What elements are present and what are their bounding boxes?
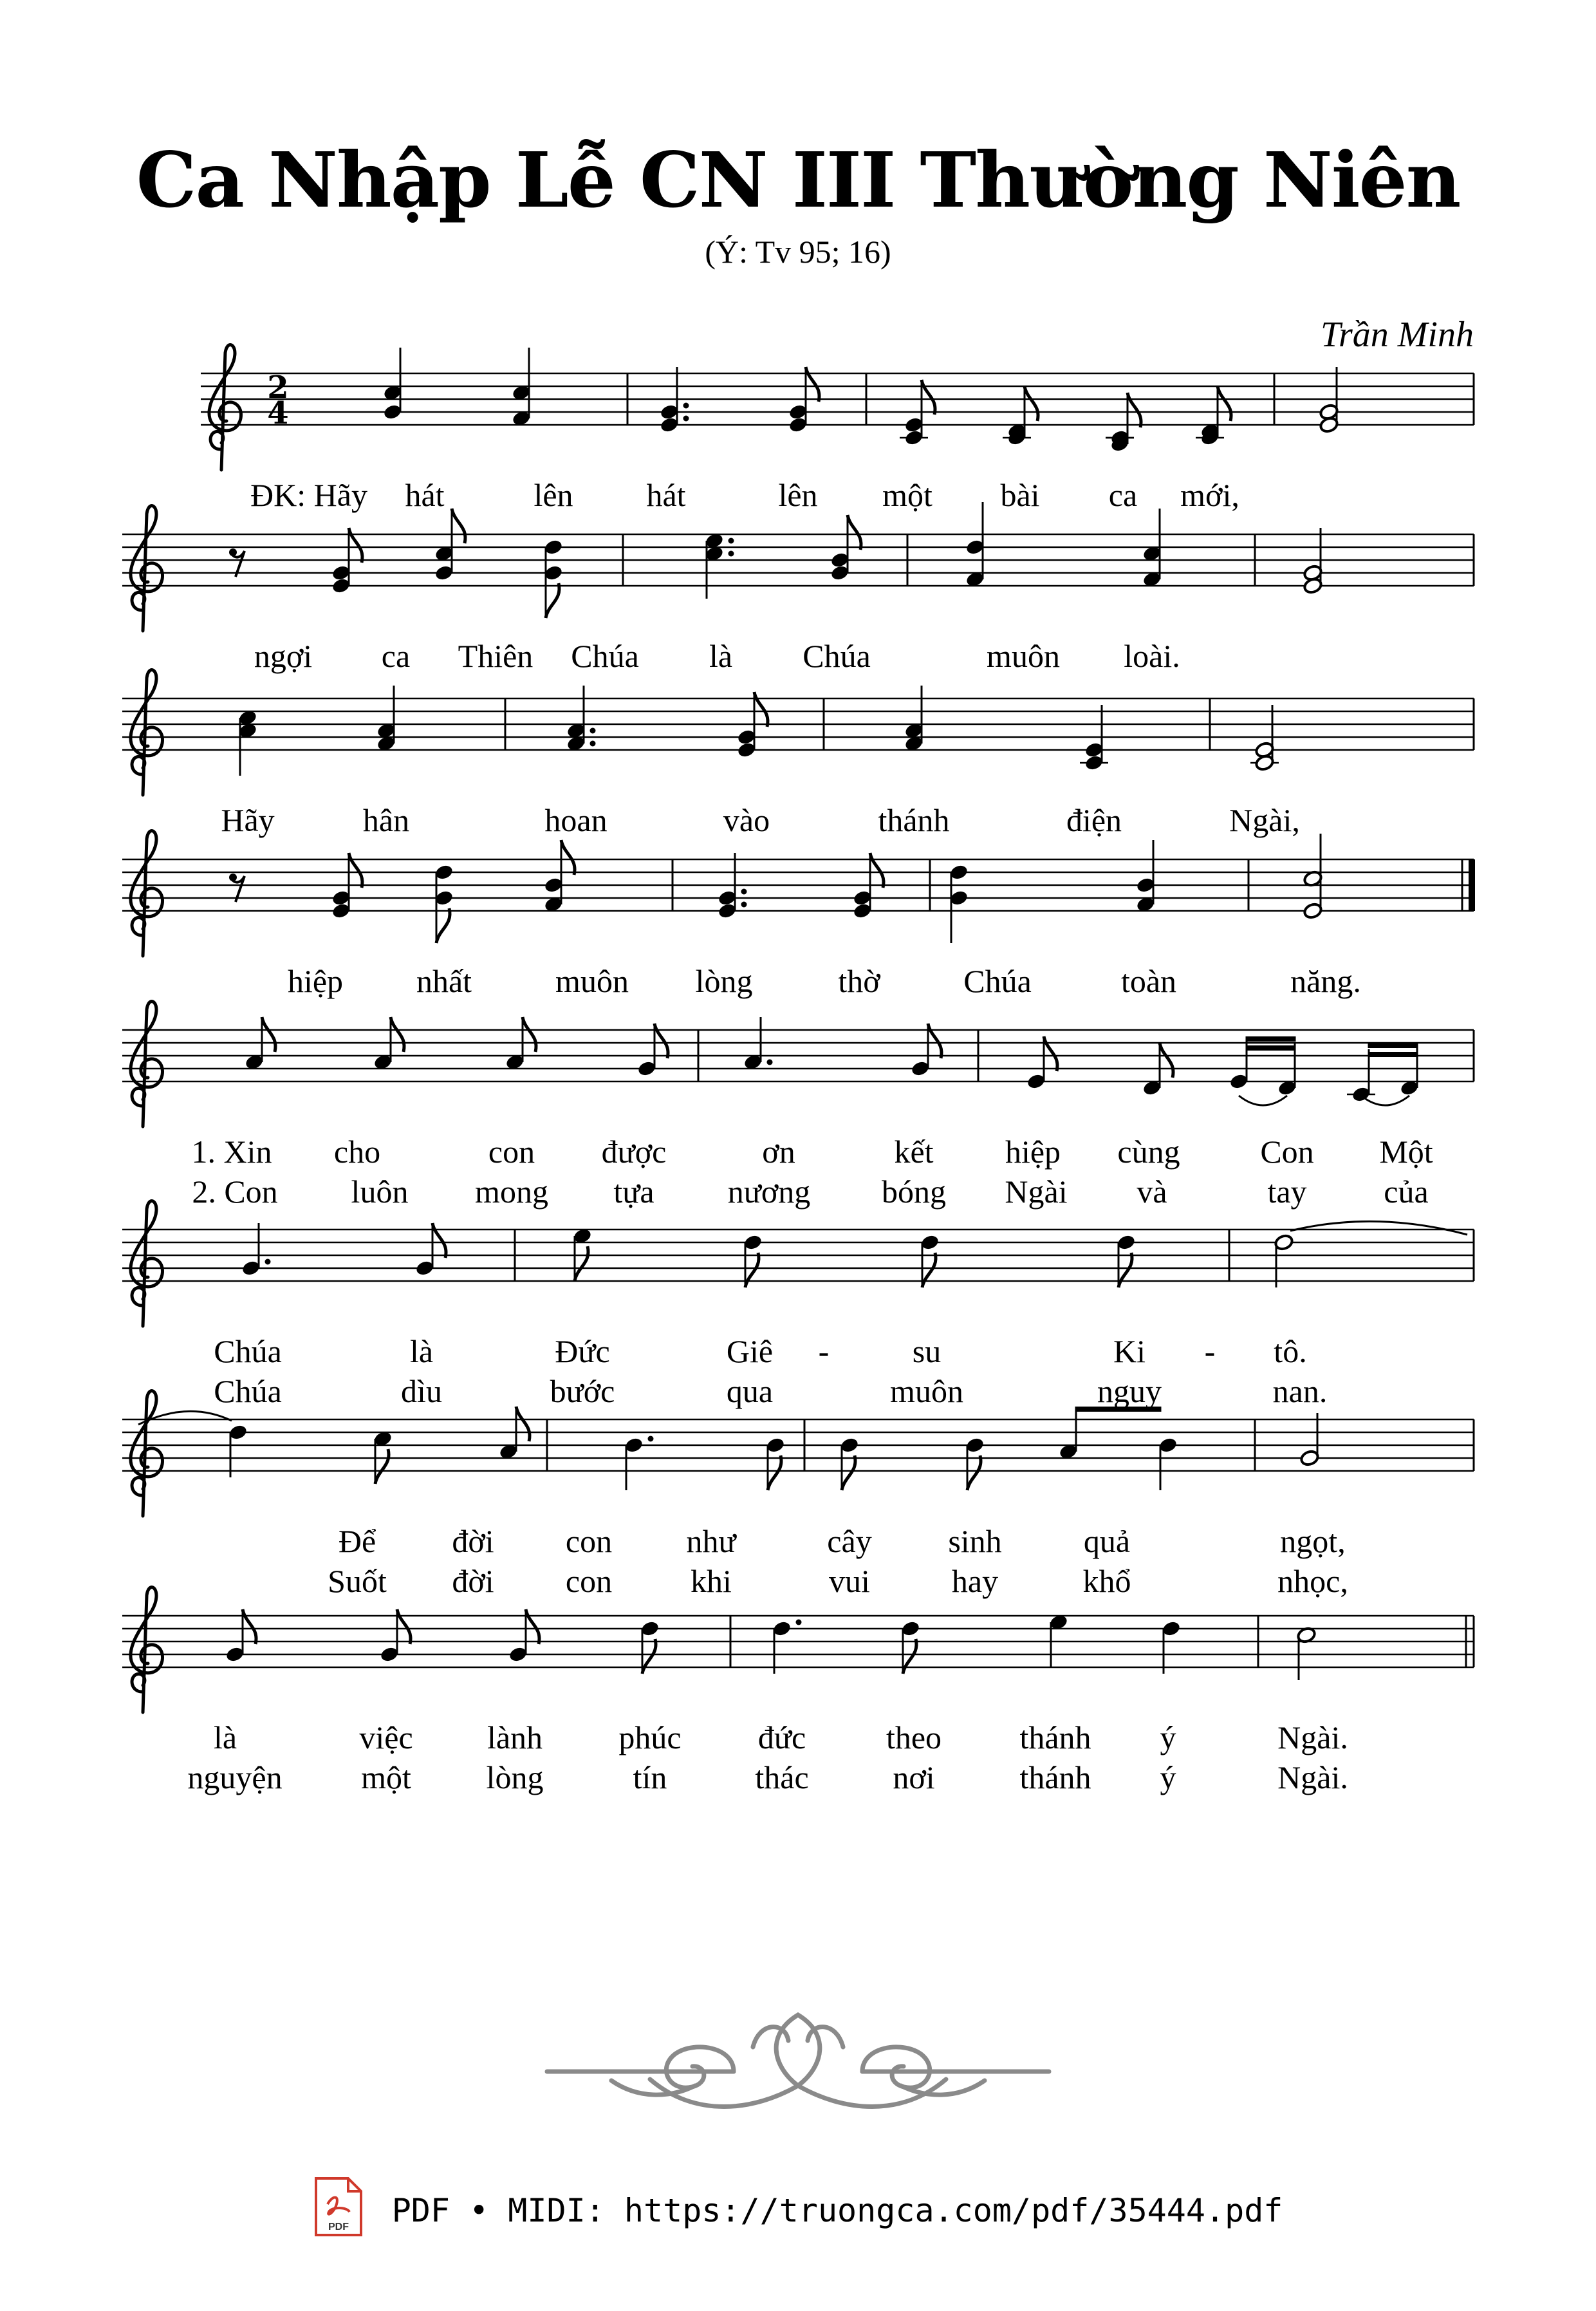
lyric-word: 1. Xin — [191, 1134, 272, 1170]
time-signature-top: 2 — [267, 370, 289, 406]
lyric-word: Suốt — [328, 1563, 387, 1599]
note — [373, 1430, 393, 1484]
note — [1135, 840, 1155, 913]
note — [244, 1017, 275, 1071]
note — [543, 538, 563, 618]
lyric-word: Ngài — [1005, 1174, 1068, 1210]
flag — [262, 1017, 275, 1052]
tie — [1290, 1221, 1467, 1235]
lyric-word: Chúa — [214, 1333, 282, 1369]
svg-text:PDF: PDF — [328, 2222, 349, 2232]
note — [511, 348, 531, 427]
note — [376, 686, 396, 753]
note — [1058, 1407, 1078, 1461]
note — [743, 1017, 772, 1071]
note — [772, 1620, 801, 1674]
note — [965, 502, 985, 588]
lyric-word: thờ — [838, 963, 880, 999]
lyric-word: ca — [1108, 477, 1138, 513]
flag — [575, 1246, 588, 1281]
note — [717, 853, 747, 920]
note — [434, 863, 454, 943]
lyric-word: nương — [727, 1174, 811, 1210]
flag — [1118, 1253, 1132, 1287]
lyric-word: Chúa — [571, 638, 639, 674]
flag — [546, 583, 559, 618]
note — [788, 367, 819, 434]
treble-clef-icon — [131, 1002, 163, 1127]
staff-system — [122, 686, 1474, 776]
lyric-word: ơn — [762, 1134, 795, 1170]
beam — [1368, 1052, 1418, 1057]
lyric-word: cây — [827, 1523, 872, 1559]
flag — [432, 1223, 446, 1258]
lyric-word: - — [1204, 1333, 1216, 1369]
lyric-word: - — [818, 1333, 830, 1369]
lyric-word: lòng — [486, 1759, 544, 1795]
flag — [806, 367, 819, 402]
note — [920, 1233, 940, 1287]
lyric-word: loài. — [1124, 638, 1180, 674]
note — [331, 528, 362, 595]
lyric-word: nguyện — [187, 1759, 283, 1795]
lyric-word: tô. — [1274, 1333, 1307, 1369]
lyric-word: theo — [886, 1719, 942, 1755]
staff-system — [122, 1017, 1474, 1105]
flag — [928, 1024, 942, 1058]
beam — [1246, 1036, 1296, 1042]
treble-clef-icon — [131, 670, 163, 795]
lyric-word: luôn — [351, 1174, 409, 1210]
lyric-word: mong — [475, 1174, 548, 1210]
flag — [768, 1455, 781, 1490]
flag — [516, 1407, 530, 1441]
flag — [1218, 386, 1231, 421]
note — [572, 1227, 592, 1281]
staff-system — [122, 834, 1475, 943]
note — [1116, 1233, 1136, 1287]
lyric-word: hát — [646, 477, 686, 513]
note — [765, 1436, 785, 1490]
note — [624, 1436, 653, 1491]
lyric-word: dìu — [401, 1373, 442, 1409]
note — [1319, 367, 1339, 434]
flag — [523, 1017, 536, 1052]
lyric-word: hay — [951, 1563, 999, 1599]
flag — [243, 1609, 256, 1644]
lyric-word: thánh — [1019, 1719, 1091, 1755]
note — [498, 1407, 530, 1461]
flag — [870, 853, 884, 888]
note — [1277, 1043, 1297, 1097]
lyric-word: ca — [381, 638, 411, 674]
flag — [526, 1609, 539, 1644]
lyric-word: cho — [333, 1134, 381, 1170]
flag — [903, 1639, 916, 1674]
note — [1142, 509, 1162, 588]
lyric-word: Chúa — [963, 963, 1032, 999]
note — [965, 1436, 985, 1490]
note — [566, 686, 595, 753]
lyric-word: bước — [550, 1373, 615, 1409]
note — [1106, 393, 1141, 453]
flag — [1044, 1036, 1057, 1071]
lyric-word: muôn — [890, 1373, 963, 1409]
treble-clef-icon — [131, 506, 163, 631]
page-title: Ca Nhập Lễ CN III Thường Niên — [136, 135, 1460, 225]
lyric-word: con — [488, 1134, 535, 1170]
flag — [967, 1455, 981, 1490]
note — [1229, 1036, 1248, 1090]
lyric-word: thác — [755, 1759, 809, 1795]
lyric-word: nhọc, — [1277, 1563, 1348, 1599]
lyric-word: thánh — [1019, 1759, 1091, 1795]
beam — [1246, 1045, 1296, 1051]
footer — [0, 2176, 1596, 2245]
dot — [683, 403, 689, 409]
note — [1399, 1043, 1419, 1097]
staff-system — [201, 348, 1474, 453]
flag — [391, 1017, 404, 1052]
footer-link[interactable]: PDF • MIDI: https://truongca.com/pdf/35444.pdf — [391, 2192, 1283, 2229]
lyric-word: Ngài. — [1277, 1759, 1348, 1795]
note — [1347, 1049, 1375, 1103]
lyric-word: tay — [1267, 1174, 1307, 1210]
note — [434, 509, 465, 582]
lyric-word: đời — [452, 1523, 494, 1559]
lyric-word: nguy — [1097, 1373, 1162, 1409]
note — [1303, 834, 1322, 920]
note — [1048, 1613, 1068, 1667]
note — [1303, 528, 1322, 595]
lyric-word: một — [361, 1759, 411, 1795]
lyric-word: ngợi — [254, 638, 313, 674]
lyric-word: sinh — [948, 1523, 1002, 1559]
note — [736, 692, 768, 759]
lyric-word: thánh — [878, 802, 950, 838]
flag — [349, 528, 362, 563]
note — [1080, 705, 1108, 772]
lyric-word: là — [409, 1333, 434, 1369]
lyric-word: cùng — [1117, 1134, 1180, 1170]
slur — [1239, 1096, 1287, 1105]
flag — [745, 1253, 759, 1287]
time-signature-bottom: 4 — [267, 395, 289, 431]
note — [1296, 1626, 1316, 1680]
flag — [754, 692, 768, 727]
lyric-word: là — [709, 638, 733, 674]
flag — [1160, 1043, 1173, 1078]
lyric-word: như — [686, 1523, 736, 1559]
note — [659, 367, 689, 434]
dot — [767, 1060, 773, 1065]
lyric-word: một — [882, 477, 933, 513]
note — [1299, 1413, 1319, 1467]
flag — [349, 853, 362, 888]
lyric-word: lòng — [695, 963, 753, 999]
lyric-word: Thiên — [458, 638, 534, 674]
staff-system — [122, 1609, 1474, 1680]
note — [1274, 1233, 1294, 1287]
note — [1196, 386, 1231, 447]
treble-clef-icon — [131, 831, 163, 956]
lyric-word: năng. — [1290, 963, 1361, 999]
lyric-word: kết — [894, 1134, 934, 1170]
lyric-word: nan. — [1272, 1373, 1328, 1409]
flag — [654, 1024, 668, 1058]
lyric-word: nhất — [416, 963, 472, 999]
decorative-ornament — [541, 2008, 1055, 2131]
lyric-word: hiệp — [287, 963, 344, 999]
subtitle: (Ý: Tv 95; 16) — [705, 234, 891, 270]
dot — [590, 728, 596, 734]
note — [839, 1436, 859, 1490]
note — [640, 1620, 660, 1674]
lyric-word: Đức — [555, 1333, 610, 1369]
lyric-word: ĐK: Hãy — [250, 477, 367, 513]
lyric-word: nơi — [893, 1759, 935, 1795]
flag — [561, 840, 575, 875]
note — [852, 853, 884, 920]
lyric-word: muôn — [987, 638, 1060, 674]
lyric-word: muôn — [555, 963, 629, 999]
note — [900, 1620, 920, 1674]
lyric-word: khổ — [1082, 1563, 1131, 1599]
dot — [728, 551, 734, 557]
composer: Trần Minh — [1320, 315, 1474, 355]
lyric-word: được — [601, 1134, 667, 1170]
pdf-file-icon[interactable] — [313, 2176, 364, 2245]
note — [1142, 1043, 1173, 1097]
lyric-word: toàn — [1120, 963, 1177, 999]
lyric-word: lành — [487, 1719, 543, 1755]
lyric-word: phúc — [618, 1719, 682, 1755]
lyric-word: hoan — [544, 802, 608, 838]
lyric-word: việc — [359, 1719, 413, 1755]
lyric-word: Ngài, — [1229, 802, 1300, 838]
lyric-word: Để — [338, 1523, 376, 1559]
lyric-word: Ngài. — [1277, 1719, 1348, 1755]
lyric-word: tựa — [613, 1174, 654, 1210]
staff-system — [122, 502, 1474, 618]
note — [743, 1233, 763, 1287]
flag — [842, 1455, 855, 1490]
dot — [683, 416, 689, 422]
lyric-word: qua — [726, 1373, 774, 1409]
lyric-word: lên — [778, 477, 818, 513]
note — [373, 1017, 404, 1071]
flag — [397, 1609, 411, 1644]
lyric-word: Một — [1379, 1134, 1433, 1170]
note — [1161, 1620, 1181, 1674]
flag — [1025, 386, 1038, 421]
lyric-word: Chúa — [803, 638, 871, 674]
note — [543, 840, 575, 913]
lyric-word: ý — [1160, 1759, 1176, 1795]
dot — [728, 538, 734, 544]
lyric-word: là — [213, 1719, 237, 1755]
flag — [1127, 393, 1141, 427]
lyric-word: vào — [723, 802, 770, 838]
flag — [922, 1253, 936, 1287]
note — [904, 686, 923, 753]
lyric-word: hát — [405, 477, 445, 513]
dot — [648, 1436, 654, 1442]
treble-clef-icon — [209, 345, 241, 470]
dot — [265, 1259, 271, 1265]
flag — [452, 509, 465, 543]
flag — [642, 1639, 656, 1674]
lyric-word: Hãy — [221, 802, 275, 838]
lyric-word: Con — [1260, 1134, 1314, 1170]
treble-clef-icon — [131, 1201, 163, 1326]
dot — [741, 889, 747, 895]
lyric-word: mới, — [1180, 477, 1239, 513]
note — [830, 515, 861, 582]
lyric-word: lên — [534, 477, 573, 513]
note — [1250, 705, 1279, 772]
lyric-word: đức — [757, 1719, 806, 1755]
lyric-word: quả — [1083, 1523, 1131, 1559]
note — [704, 532, 734, 599]
lyric-word: ý — [1160, 1719, 1176, 1755]
treble-clef-icon — [131, 1587, 163, 1712]
flag — [375, 1449, 389, 1484]
staff-system — [122, 1221, 1474, 1287]
dot — [741, 902, 747, 908]
lyric-word: bài — [1000, 477, 1040, 513]
lyric-word: con — [565, 1563, 613, 1599]
lyric-word: tín — [633, 1759, 667, 1795]
note — [382, 348, 402, 421]
lyric-word: su — [912, 1333, 942, 1369]
lyric-word: và — [1137, 1174, 1167, 1210]
lyric-word: vui — [829, 1563, 870, 1599]
lyric-word: hân — [362, 802, 410, 838]
note — [1003, 386, 1038, 447]
lyric-word: Ki — [1113, 1333, 1146, 1369]
dot — [796, 1620, 802, 1625]
note — [505, 1017, 536, 1071]
lyric-word: Giê — [726, 1333, 774, 1369]
note — [1158, 1436, 1178, 1490]
lyric-word: 2. Con — [192, 1174, 278, 1210]
lyric-word: của — [1384, 1174, 1429, 1210]
lyric-word: khi — [691, 1563, 732, 1599]
lyric-word: con — [565, 1523, 613, 1559]
lyric-word: hiệp — [1005, 1134, 1061, 1170]
lyric-word: đời — [452, 1563, 494, 1599]
staff-system — [122, 1407, 1474, 1490]
slur — [1361, 1096, 1409, 1105]
treble-clef-icon — [131, 1391, 163, 1516]
flag — [922, 380, 935, 415]
flag — [436, 908, 450, 943]
final-bar-thick — [1469, 859, 1475, 911]
dot — [590, 741, 596, 747]
flag — [848, 515, 861, 550]
note — [331, 853, 362, 920]
note — [228, 1423, 248, 1477]
note — [237, 709, 257, 776]
lyric-word: bóng — [882, 1174, 946, 1210]
lyric-word: ngọt, — [1280, 1523, 1346, 1559]
note — [900, 380, 935, 447]
lyric-word: Chúa — [214, 1373, 282, 1409]
note — [949, 863, 969, 943]
beam — [1368, 1043, 1418, 1048]
lyric-word: điện — [1066, 802, 1122, 838]
